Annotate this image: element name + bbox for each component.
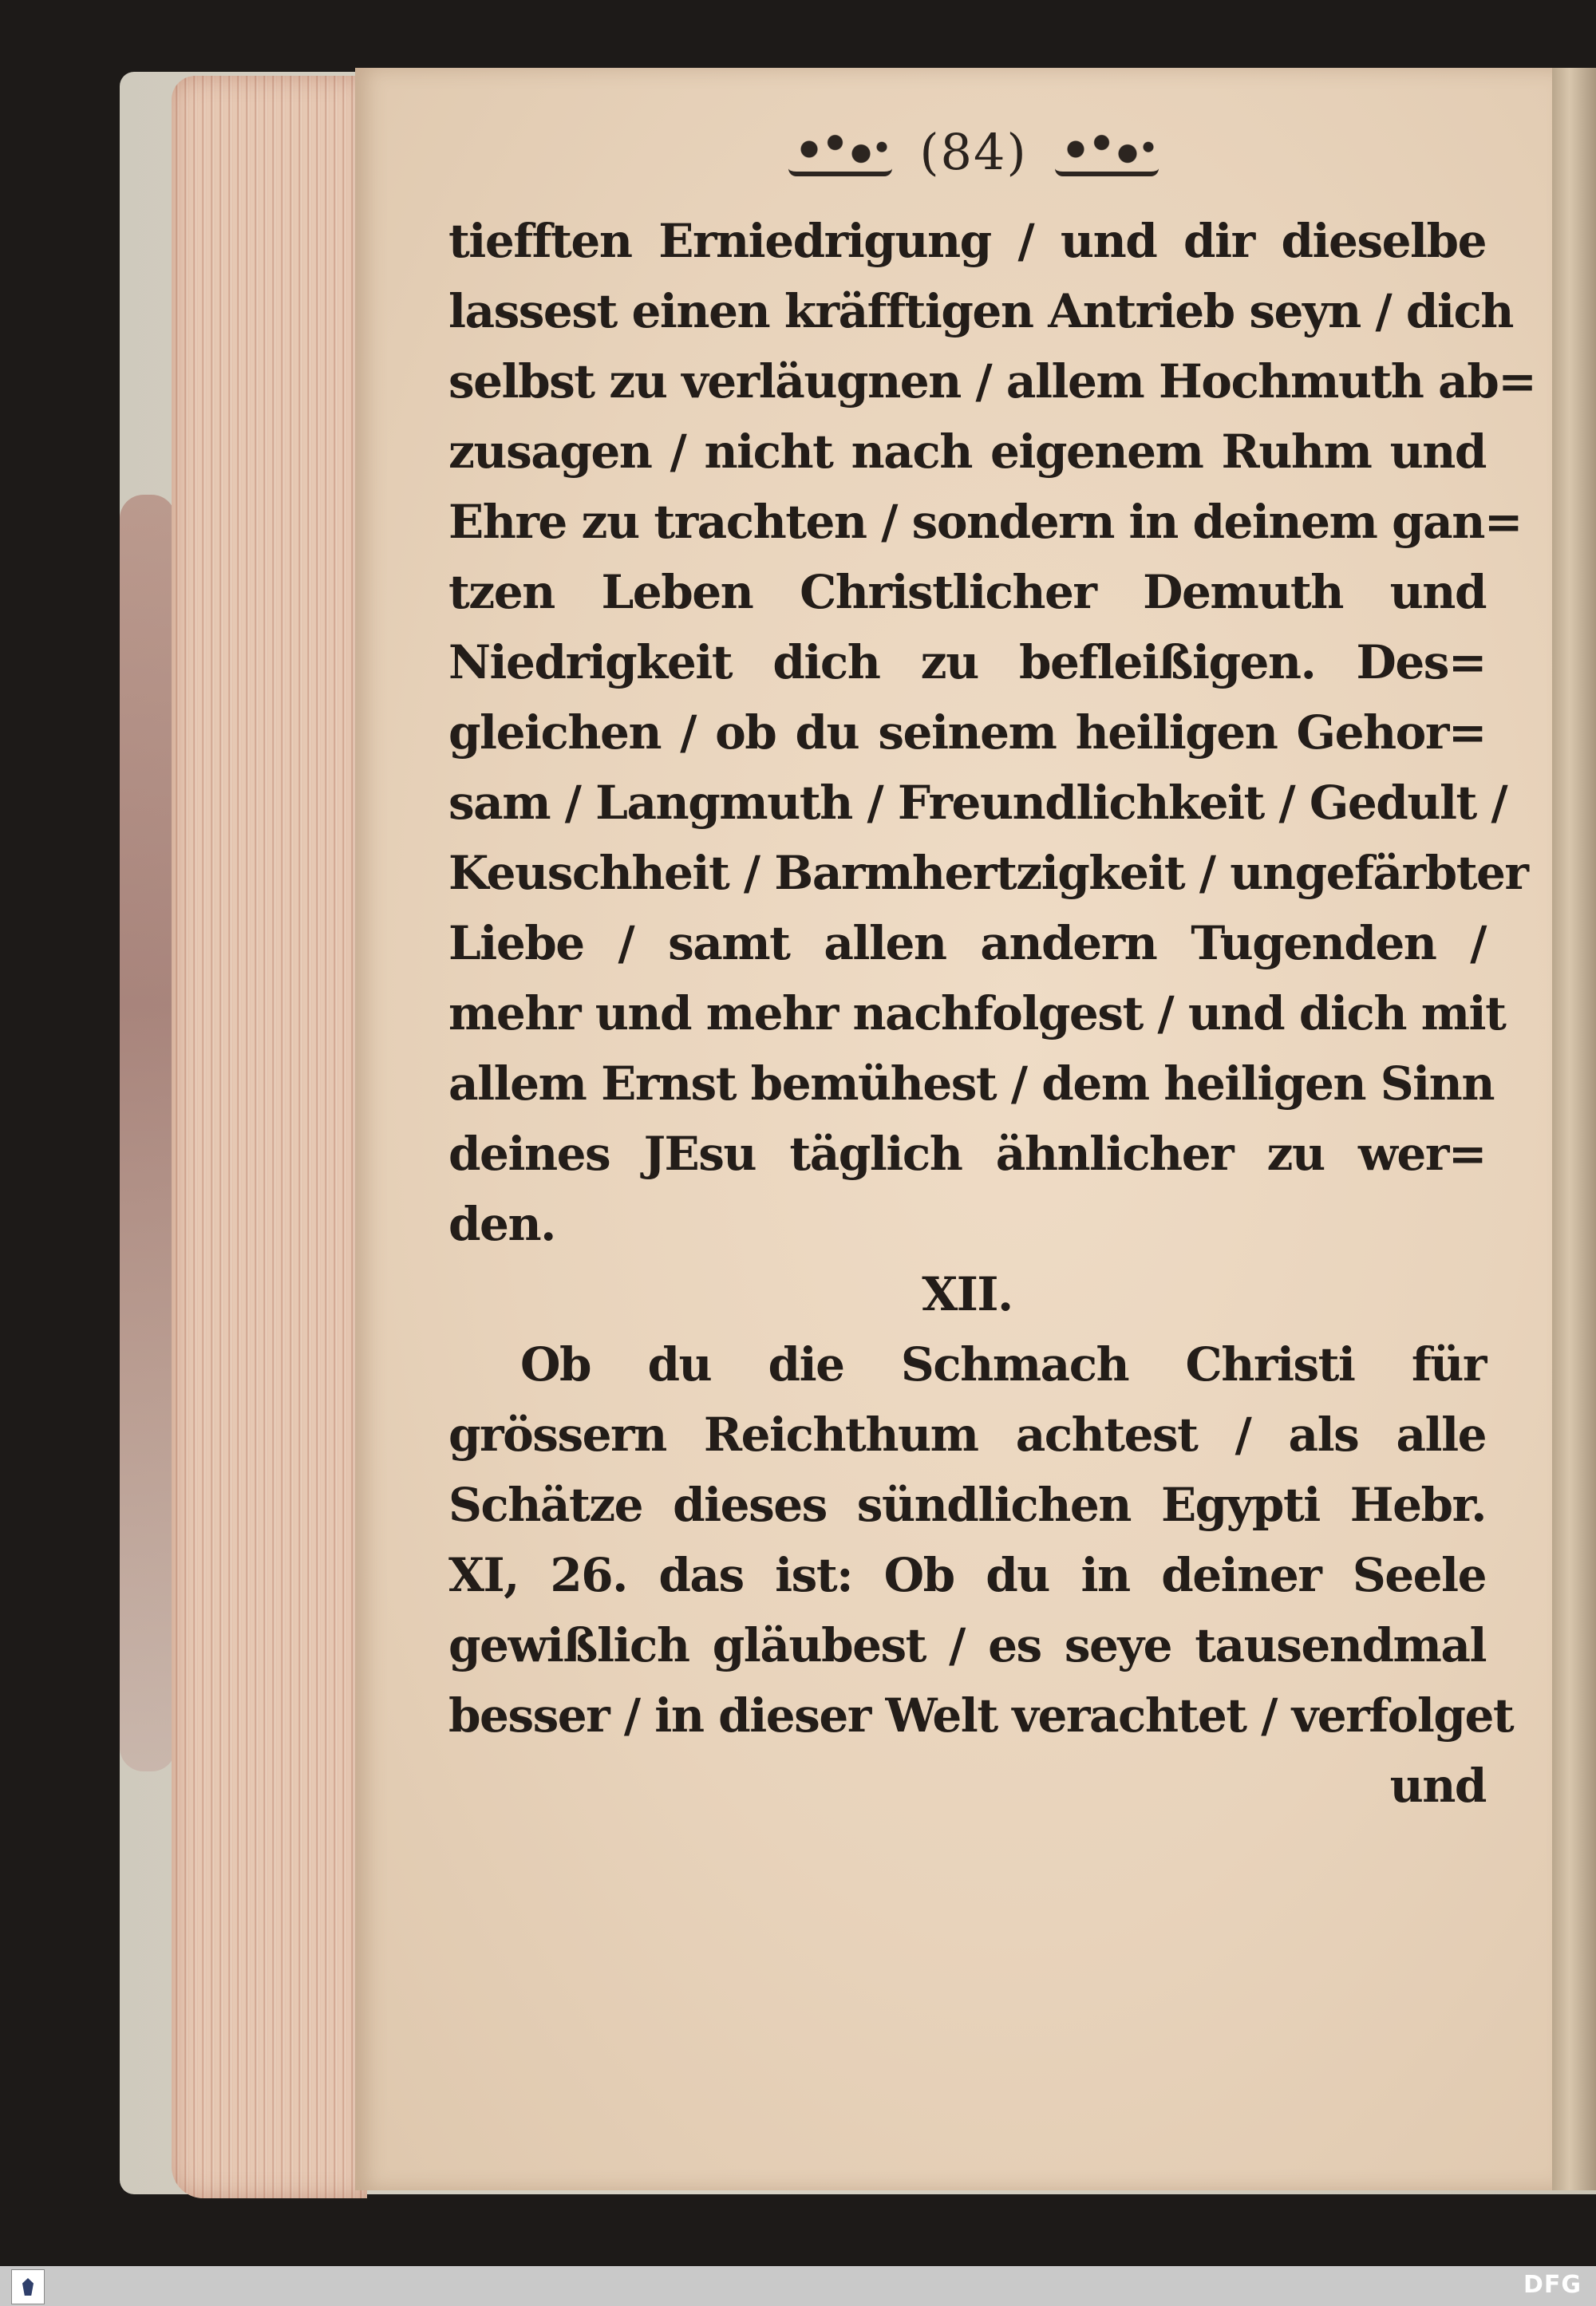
page-number: (84)	[919, 122, 1028, 181]
page-gutter	[1552, 68, 1596, 2190]
text-line: den.	[448, 1197, 555, 1251]
cover-stain	[120, 495, 176, 1771]
catchword: und	[1389, 1759, 1486, 1813]
text-line: lassest einen kräfftigen Antrieb seyn / dich	[448, 284, 1513, 338]
text-line: sam / Langmuth / Freundlichkeit / Gedult /	[448, 776, 1507, 830]
page-edges	[172, 76, 367, 2198]
text-line: XI, 26. das ist: Ob du in deiner Seele	[448, 1548, 1486, 1602]
viewer-footer-bar	[0, 2266, 1596, 2306]
library-crest-icon[interactable]	[11, 2269, 45, 2304]
ornament-left-icon	[788, 127, 892, 176]
text-line: gewißlich gläubest / es seye tausendmal	[448, 1618, 1486, 1672]
page-header	[766, 120, 1181, 184]
text-line: grössern Reichthum achtest / als alle	[448, 1408, 1486, 1462]
ornament-right-icon	[1055, 127, 1159, 176]
text-line: selbst zu verläugnen / allem Hochmuth ab=	[448, 354, 1536, 409]
text-line: tiefften Erniedrigung / und dir dieselbe	[448, 214, 1486, 268]
section-heading: XII.	[922, 1267, 1013, 1321]
text-line: Schätze dieses sündlichen Egypti Hebr.	[448, 1478, 1486, 1532]
text-line: tzen Leben Christlicher Demuth und	[448, 565, 1486, 619]
page-text	[448, 206, 1536, 1821]
text-line: zusagen / nicht nach eigenem Ruhm und	[448, 424, 1486, 479]
text-line: allem Ernst bemühest / dem heiligen Sinn	[448, 1056, 1495, 1111]
dfg-logo[interactable]: DFG	[1523, 2271, 1582, 2299]
text-line: Niedrigkeit dich zu befleißigen. Des=	[448, 635, 1486, 689]
text-line: Keuschheit / Barmhertzigkeit / ungefärbter	[448, 846, 1528, 900]
text-line: gleichen / ob du seinem heiligen Gehor=	[448, 705, 1486, 760]
text-line: deines JEsu täglich ähnlicher zu wer=	[448, 1127, 1486, 1181]
text-line: Liebe / samt allen andern Tugenden /	[448, 916, 1486, 970]
text-line: mehr und mehr nachfolgest / und dich mit	[448, 986, 1506, 1040]
text-line: Ob du die Schmach Christi für	[520, 1337, 1486, 1392]
text-line: Ehre zu trachten / sondern in deinem gan=	[448, 495, 1522, 549]
text-line: besser / in dieser Welt verachtet / verfolget	[448, 1688, 1514, 1743]
